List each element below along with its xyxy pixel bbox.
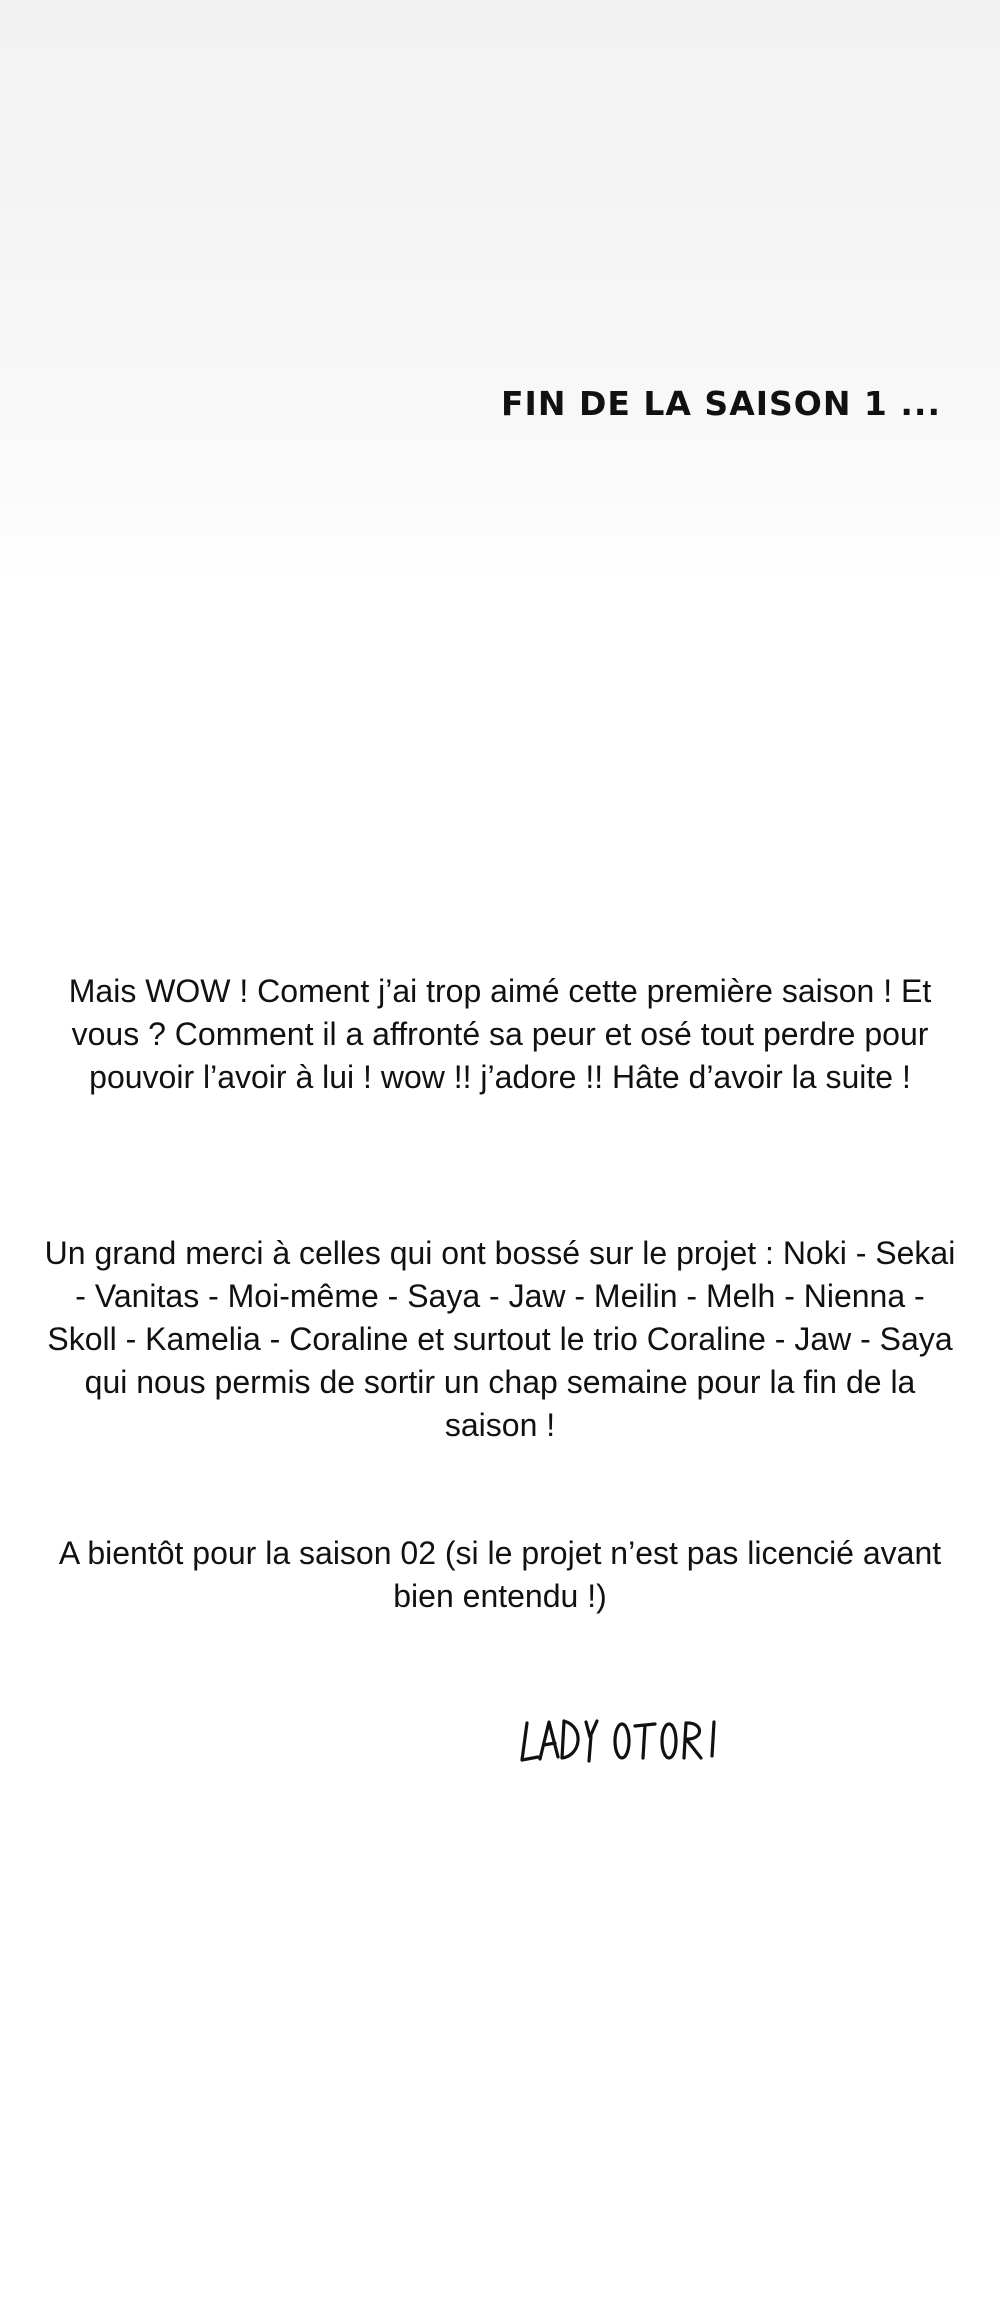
message-paragraph-reaction: Mais WOW ! Coment j’ai trop aimé cette première saison ! Et vous ? Comment il a affronté sa peur et osé tout perdre pour pouvoir l’avoir à lui ! wow !! j’adore !! Hâte d’avoir la suite ! <box>68 973 932 1095</box>
season-end-caption: FIN DE LA SAISON 1 ... <box>501 384 941 423</box>
comic-panel <box>0 0 1000 585</box>
message-paragraph-season-two: A bientôt pour la saison 02 (si le projet n’est pas licencié avant bien entendu !) <box>58 1535 942 1614</box>
signature-drawing <box>518 1708 728 1768</box>
signature <box>518 1708 728 1768</box>
message-paragraph-credits: Un grand merci à celles qui ont bossé sur le projet : Noki - Sekai - Vanitas - Moi-même - Saya - Jaw - Meilin - Melh - Nienna - Skoll - Kamelia - Coraline et surtout le trio Coraline - Jaw - Saya qui nous permis de sortir un chap semaine pour la fin de la saison ! <box>44 1235 956 1443</box>
